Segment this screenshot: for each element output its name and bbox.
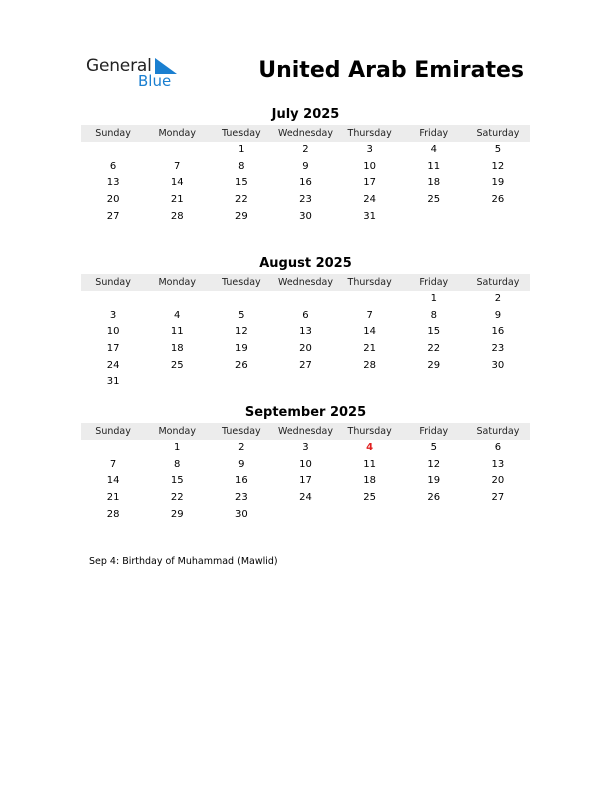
weekday-header-row xyxy=(81,423,530,440)
day-cell xyxy=(81,142,145,159)
day-cell xyxy=(81,440,145,457)
weekday-label: Thursday xyxy=(347,277,392,288)
day-cell xyxy=(145,142,209,159)
weekday-label: Wednesday xyxy=(277,426,333,437)
weekday-label: Sunday xyxy=(95,128,131,139)
day-cell: 24 xyxy=(106,359,120,371)
day-cell: 7 xyxy=(109,458,117,470)
weekday-label: Friday xyxy=(419,128,449,139)
day-cell: 26 xyxy=(491,194,505,206)
day-cell: 24 xyxy=(363,194,376,206)
day-cell: 25 xyxy=(363,492,376,504)
day-cell: 9 xyxy=(238,458,245,470)
holiday-note: Sep 4: Birthday of Muhammad (Mawlid) xyxy=(89,556,278,567)
week-row xyxy=(81,142,530,159)
day-cell: 3 xyxy=(366,144,373,155)
day-cell: 27 xyxy=(106,210,120,222)
day-cell xyxy=(402,209,466,226)
day-cell: 30 xyxy=(234,508,248,520)
day-cell xyxy=(338,374,402,391)
day-cell: 16 xyxy=(234,475,248,487)
week-row xyxy=(81,507,530,524)
day-cell: 17 xyxy=(363,177,376,189)
weekday-label: Tuesday xyxy=(222,128,261,139)
day-cell: 8 xyxy=(238,160,245,172)
day-cell: 8 xyxy=(174,458,181,470)
day-cell: 5 xyxy=(238,309,245,321)
weekday-label: Tuesday xyxy=(222,277,261,288)
month-title: August 2025 xyxy=(259,256,352,271)
day-cell: 13 xyxy=(106,177,120,189)
weekday-header-row xyxy=(81,125,530,142)
day-cell: 21 xyxy=(363,343,376,355)
day-cell: 30 xyxy=(299,210,312,222)
day-cell: 14 xyxy=(170,177,184,189)
day-cell: 29 xyxy=(427,359,441,371)
week-row xyxy=(81,175,530,192)
day-cell: 12 xyxy=(427,458,441,470)
day-cell: 28 xyxy=(106,508,120,520)
day-cell: 15 xyxy=(170,475,184,487)
week-row xyxy=(81,209,530,226)
month-september xyxy=(81,404,530,523)
day-cell: 11 xyxy=(427,160,441,172)
day-cell: 7 xyxy=(366,309,373,321)
month-august xyxy=(81,255,530,391)
day-cell: 4 xyxy=(174,309,181,321)
weekday-label: Tuesday xyxy=(222,426,261,437)
day-cell: 2 xyxy=(494,293,502,304)
holiday-day-cell: 4 xyxy=(366,442,374,453)
country-title: United Arab Emirates xyxy=(258,58,524,83)
weekday-label: Saturday xyxy=(476,277,520,288)
day-cell: 25 xyxy=(170,359,184,371)
day-cell: 12 xyxy=(491,160,505,172)
day-cell: 22 xyxy=(234,194,248,206)
day-cell: 10 xyxy=(299,458,312,470)
month-title: July 2025 xyxy=(271,107,340,122)
weekday-label: Wednesday xyxy=(277,128,333,139)
weekday-label: Monday xyxy=(158,128,196,139)
month-title: September 2025 xyxy=(244,405,367,420)
day-cell: 28 xyxy=(363,359,376,371)
day-cell: 28 xyxy=(170,210,184,222)
day-cell: 1 xyxy=(430,293,437,304)
day-cell xyxy=(466,209,530,226)
weekday-label: Thursday xyxy=(347,426,392,437)
day-cell: 23 xyxy=(491,343,505,355)
weekday-label: Saturday xyxy=(476,128,520,139)
day-cell xyxy=(273,374,337,391)
weekday-label: Sunday xyxy=(95,426,131,437)
week-row xyxy=(81,473,530,490)
day-cell xyxy=(402,507,466,524)
day-cell: 4 xyxy=(430,144,437,155)
day-cell: 24 xyxy=(299,492,312,504)
day-cell: 29 xyxy=(170,508,184,520)
day-cell: 8 xyxy=(430,309,437,321)
day-cell xyxy=(338,507,402,524)
day-cell: 21 xyxy=(170,194,184,206)
day-cell: 18 xyxy=(427,177,441,189)
day-cell: 25 xyxy=(427,194,441,206)
day-cell: 5 xyxy=(494,144,502,155)
day-cell: 11 xyxy=(170,326,184,338)
day-cell xyxy=(273,291,337,308)
day-cell xyxy=(338,291,402,308)
day-cell: 23 xyxy=(299,194,312,206)
day-cell: 1 xyxy=(174,442,181,453)
day-cell: 1 xyxy=(238,144,245,155)
day-cell: 31 xyxy=(106,376,120,388)
week-row xyxy=(81,159,530,176)
day-cell: 27 xyxy=(299,359,312,371)
day-cell: 20 xyxy=(106,194,120,206)
week-row xyxy=(81,457,530,474)
day-cell: 11 xyxy=(363,458,376,470)
day-cell: 5 xyxy=(430,442,437,453)
day-cell: 7 xyxy=(174,160,181,172)
day-cell: 26 xyxy=(427,492,441,504)
day-cell: 21 xyxy=(106,492,120,504)
weekday-label: Wednesday xyxy=(277,277,333,288)
day-cell: 13 xyxy=(491,458,505,470)
week-row xyxy=(81,291,530,308)
day-cell: 19 xyxy=(427,475,441,487)
day-cell: 10 xyxy=(106,326,120,338)
day-cell xyxy=(145,291,209,308)
day-cell: 18 xyxy=(363,475,376,487)
weekday-header-row xyxy=(81,274,530,291)
day-cell: 23 xyxy=(234,492,248,504)
day-cell: 14 xyxy=(106,475,120,487)
week-row xyxy=(81,490,530,507)
weekday-label: Friday xyxy=(419,277,449,288)
day-cell: 31 xyxy=(363,210,376,222)
day-cell: 19 xyxy=(234,343,248,355)
day-cell: 30 xyxy=(491,359,505,371)
day-cell: 15 xyxy=(234,177,248,189)
weekday-label: Thursday xyxy=(347,128,392,139)
weekday-label: Sunday xyxy=(95,277,131,288)
logo-general-text: General xyxy=(86,56,152,76)
day-cell: 19 xyxy=(491,177,505,189)
day-cell: 2 xyxy=(238,442,245,453)
day-cell: 9 xyxy=(302,160,309,172)
day-cell: 29 xyxy=(234,210,248,222)
day-cell: 13 xyxy=(299,326,312,338)
day-cell: 26 xyxy=(234,359,248,371)
weekday-label: Monday xyxy=(158,277,196,288)
day-cell: 16 xyxy=(491,326,505,338)
day-cell: 18 xyxy=(170,343,184,355)
day-cell: 6 xyxy=(109,160,117,172)
day-cell xyxy=(145,374,209,391)
weekday-label: Saturday xyxy=(476,426,520,437)
day-cell: 3 xyxy=(302,442,309,453)
day-cell: 6 xyxy=(494,442,502,453)
logo-blue-text: Blue xyxy=(138,72,172,90)
week-row xyxy=(81,341,530,358)
day-cell: 22 xyxy=(170,492,184,504)
day-cell xyxy=(273,507,337,524)
day-cell: 20 xyxy=(299,343,312,355)
logo xyxy=(86,56,186,92)
week-row xyxy=(81,324,530,341)
day-cell xyxy=(402,374,466,391)
day-cell: 17 xyxy=(299,475,312,487)
week-row xyxy=(81,308,530,325)
day-cell xyxy=(81,291,145,308)
day-cell: 16 xyxy=(299,177,312,189)
day-cell: 12 xyxy=(234,326,248,338)
day-cell xyxy=(209,291,273,308)
weekday-label: Friday xyxy=(419,426,449,437)
week-row xyxy=(81,374,530,391)
week-row xyxy=(81,440,530,457)
day-cell: 17 xyxy=(106,343,120,355)
day-cell: 6 xyxy=(302,309,309,321)
weekday-label: Monday xyxy=(158,426,196,437)
day-cell: 9 xyxy=(494,309,502,321)
day-cell xyxy=(466,374,530,391)
day-cell xyxy=(466,507,530,524)
week-row xyxy=(81,358,530,375)
week-row xyxy=(81,192,530,209)
day-cell: 2 xyxy=(302,144,309,155)
day-cell: 3 xyxy=(109,309,117,321)
day-cell: 14 xyxy=(363,326,376,338)
day-cell xyxy=(209,374,273,391)
month-july xyxy=(81,106,530,225)
day-cell: 27 xyxy=(491,492,505,504)
day-cell: 10 xyxy=(363,160,376,172)
day-cell: 15 xyxy=(427,326,441,338)
day-cell: 22 xyxy=(427,343,441,355)
day-cell: 20 xyxy=(491,475,505,487)
